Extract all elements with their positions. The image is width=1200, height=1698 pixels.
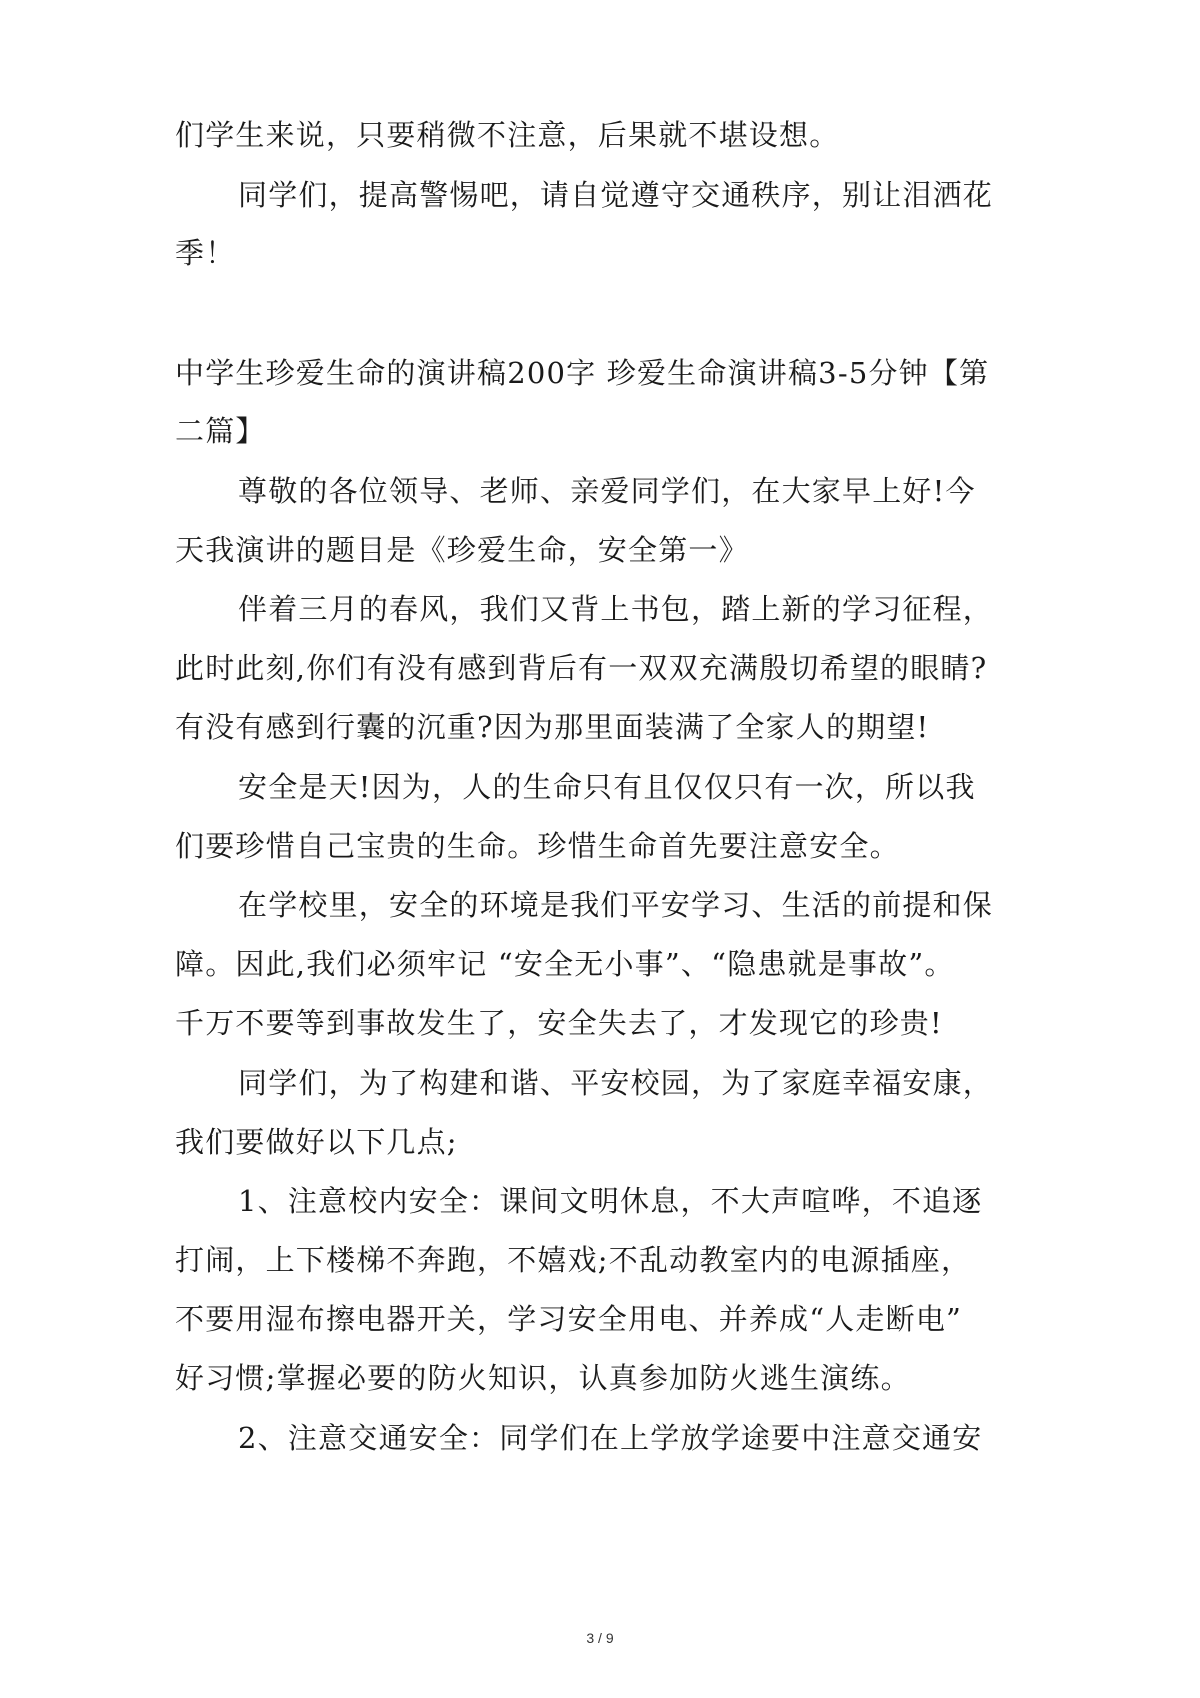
text-line: 障。因此,我们必须牢记 “安全无小事”、“隐患就是事故”。 [175,947,955,981]
section-heading-cont: 二篇】 [175,414,266,448]
section-heading: 中学生珍爱生命的演讲稿200字 珍爱生命演讲稿3-5分钟【第 [175,356,990,390]
text-line: 此时此刻,你们有没有感到背后有一双双充满殷切希望的眼睛? [175,651,988,685]
text-line: 有没有感到行囊的沉重?因为那里面装满了全家人的期望! [175,710,930,744]
text-line: 千万不要等到事故发生了，安全失去了，才发现它的珍贵! [175,1006,943,1040]
text-line: 我们要做好以下几点; [175,1125,458,1159]
list-item-line: 1、注意校内安全：课间文明休息，不大声喧哗，不追逐 [238,1184,983,1218]
paragraph-line: 安全是天!因为，人的生命只有且仅仅只有一次，所以我 [238,770,976,804]
paragraph-line: 同学们，为了构建和谐、平安校园，为了家庭幸福安康， [238,1066,994,1100]
text-line: 好习惯;掌握必要的防火知识，认真参加防火逃生演练。 [175,1361,911,1395]
paragraph-line: 尊敬的各位领导、老师、亲爱同学们，在大家早上好!今 [238,474,976,508]
text-line: 天我演讲的题目是《珍爱生命，安全第一》 [175,533,749,567]
text-line: 季！ [175,236,236,270]
text-line: 打闹，上下楼梯不奔跑，不嬉戏;不乱动教室内的电源插座， [175,1243,972,1277]
paragraph-line: 伴着三月的春风，我们又背上书包，踏上新的学习征程， [238,592,994,626]
paragraph-line: 在学校里，安全的环境是我们平安学习、生活的前提和保 [238,888,994,922]
text-line: 不要用湿布擦电器开关，学习安全用电、并养成“人走断电” [175,1302,963,1336]
paragraph-line: 同学们，提高警惕吧，请自觉遵守交通秩序，别让泪洒花 [238,178,994,212]
text-line: 们要珍惜自己宝贵的生命。珍惜生命首先要注意安全。 [175,829,900,863]
text-line: 们学生来说，只要稍微不注意，后果就不堪设想。 [175,118,840,152]
page-number: 3 / 9 [586,1630,614,1646]
list-item-line: 2、注意交通安全：同学们在上学放学途要中注意交通安 [238,1421,983,1455]
